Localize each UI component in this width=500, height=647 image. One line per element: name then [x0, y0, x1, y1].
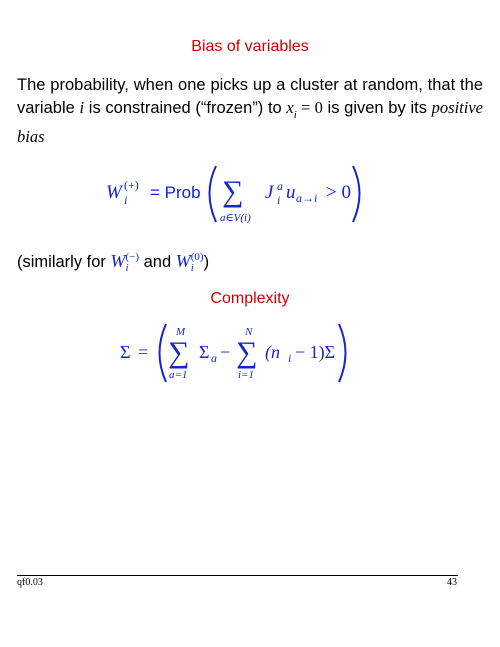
sim-W2: W	[175, 251, 191, 271]
eq1-sum: ∑	[222, 175, 244, 208]
eq1-rhs: > 0	[326, 182, 351, 203]
eq1-J-sub: i	[277, 193, 281, 207]
var-i: i	[79, 97, 85, 117]
eq2-Sigma: Σ	[120, 342, 131, 362]
para-text-2: is constrained (“frozen”) to	[84, 98, 287, 117]
eq1-W: W	[106, 182, 122, 203]
cond-x: x	[286, 97, 294, 117]
sim-W1: W	[110, 251, 126, 271]
page-number: 43	[447, 577, 457, 588]
eq2-sum1: ∑	[168, 336, 190, 369]
sim-W1-sup: (−)	[125, 251, 140, 263]
eq2-term1-sub: a	[211, 351, 217, 365]
eq2-sum2-top: N	[245, 326, 253, 338]
footer-rule	[17, 575, 458, 576]
para-text-1: The probability, when one picks up a cluster at random, that the variable	[17, 76, 483, 117]
footer-label: qf0.03	[17, 577, 43, 588]
eq1-u-sub: a→i	[296, 191, 318, 205]
eq1-right-paren	[353, 166, 360, 222]
eq2-sum1-bot: a=1	[169, 369, 188, 381]
positive-bias-term: positive bias	[17, 97, 483, 146]
similarly-note	[17, 251, 209, 274]
complexity-heading: Complexity	[210, 290, 290, 307]
slide-title: Bias of variables	[191, 38, 309, 55]
eq2-sum2-bot: i=1	[238, 369, 254, 381]
similar-open: (similarly for	[17, 253, 111, 271]
eq1-W-sub: i	[124, 193, 128, 207]
eq2-minus: −	[220, 342, 231, 362]
eq2-sum1-top: M	[176, 326, 186, 338]
eq2-left-paren	[160, 324, 167, 382]
para-text-3: is given by its	[322, 98, 432, 117]
bias-paragraph	[17, 74, 483, 149]
eq1-u: u	[286, 182, 296, 203]
sim-W2-sub: i	[190, 262, 194, 274]
complexity-equation	[0, 318, 500, 388]
positive-bias-equation	[0, 160, 500, 230]
similar-and: and	[143, 253, 172, 271]
similar-close: )	[203, 253, 210, 271]
cond-sub: i	[293, 108, 297, 121]
sim-W1-sub: i	[125, 262, 129, 274]
cond-rest: = 0	[296, 97, 323, 117]
eq1-left-paren	[210, 166, 217, 222]
eq1-J: J	[265, 182, 274, 203]
eq2-term2-open: (n	[265, 342, 280, 362]
eq1-prob: = Prob	[150, 183, 201, 202]
eq2-term2-n-sub: i	[288, 351, 292, 365]
eq1-sum-sub: a∈V(i)	[220, 212, 251, 224]
eq1-W-sup: (+)	[124, 178, 139, 192]
sim-W2-sup: (0)	[190, 251, 204, 263]
eq2-term2-rest: − 1)Σ	[295, 342, 336, 362]
eq2-term2-sub: i	[343, 351, 347, 365]
eq2-term1: Σ	[199, 342, 210, 362]
eq1-J-sup: a	[277, 179, 283, 193]
eq2-eq: =	[138, 342, 149, 362]
eq2-sum2: ∑	[236, 336, 258, 369]
